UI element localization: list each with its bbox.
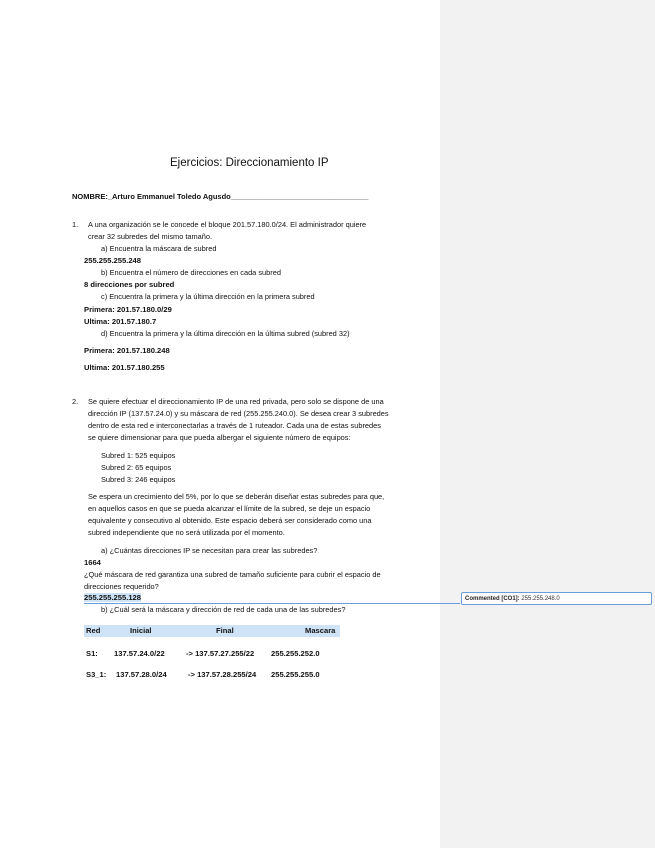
q1-b-answer: 8 direcciones por subred bbox=[84, 280, 175, 289]
q2-paragraph-1-line-3: dentro de esta red e interconectarlas a través de 1 ruteador. Cada una de estas subredes bbox=[88, 421, 381, 430]
q1-d-last-answer: Ultima: 201.57.180.255 bbox=[84, 363, 165, 372]
comment-text: 255.255.248.0 bbox=[521, 596, 560, 602]
q1-b-label: b) Encuentra el número de direcciones en cada subred bbox=[101, 268, 281, 277]
comments-margin-pane bbox=[440, 0, 655, 848]
q2-paragraph-1-line-4: se quiere dimensionar para que pueda albergar el siguiente número de equipos: bbox=[88, 433, 351, 442]
q2-a-label: a) ¿Cuántas direcciones IP se necesitan para crear las subredes? bbox=[101, 546, 318, 555]
table-row bbox=[84, 648, 340, 660]
q2-mask-question-line-1: ¿Qué máscara de red garantiza una subred de tamaño suficiente para cubrir el espacio de bbox=[84, 570, 381, 579]
table-row bbox=[84, 669, 340, 681]
student-name-line: NOMBRE:_Arturo Emmanuel Toledo Agusdo_________________________________ bbox=[72, 192, 369, 201]
cell-red: S3_1: bbox=[86, 670, 107, 679]
comment-author-label: Commented [CO1]: bbox=[465, 596, 520, 602]
comment-balloon[interactable] bbox=[461, 592, 652, 605]
q1-c-label: c) Encuentra la primera y la última dirección en la primera subred bbox=[101, 292, 315, 301]
q1-d-label: d) Encuentra la primera y la última dirección en la última subred (subred 32) bbox=[101, 329, 350, 338]
q2-a-answer: 1664 bbox=[84, 558, 101, 567]
q2-mask-question-line-2: direcciones requerido? bbox=[84, 582, 159, 591]
cell-final: -> 137.57.28.255/24 bbox=[188, 670, 257, 679]
header-red: Red bbox=[86, 626, 101, 635]
q1-d-first-answer: Primera: 201.57.180.248 bbox=[84, 346, 170, 355]
q1-a-label: a) Encuentra la máscara de subred bbox=[101, 244, 217, 253]
document-title: Ejercicios: Direccionamiento IP bbox=[170, 157, 329, 169]
subnet-requirement-2: Subred 2: 65 equipos bbox=[101, 463, 172, 472]
question-2-number: 2. bbox=[72, 397, 79, 406]
header-inicial: Inicial bbox=[130, 626, 152, 635]
subnet-requirement-3: Subred 3: 246 equipos bbox=[101, 475, 176, 484]
q2-paragraph-1-line-1: Se quiere efectuar el direccionamiento IP de una red privada, pero solo se dispone de una bbox=[88, 397, 384, 406]
q1-a-answer: 255.255.255.248 bbox=[84, 256, 142, 265]
q2-b-label: b) ¿Cuál será la máscara y dirección de red de cada una de las subredes? bbox=[101, 605, 346, 614]
q2-mask-answer-highlighted[interactable]: 255.255.255.128 bbox=[84, 593, 142, 602]
table-header-row bbox=[84, 625, 340, 637]
cell-inicial: 137.57.24.0/22 bbox=[114, 649, 165, 658]
comment-connector-line bbox=[84, 603, 460, 604]
cell-red: S1: bbox=[86, 649, 98, 658]
question-1-number: 1. bbox=[72, 220, 79, 229]
cell-inicial: 137.57.28.0/24 bbox=[116, 670, 167, 679]
q2-paragraph-2-line-3: equivalente y consecutivo al obtenido. Este espacio deberá ser considerado como una bbox=[88, 516, 372, 525]
header-final: Final bbox=[216, 626, 234, 635]
cell-mascara: 255.255.255.0 bbox=[271, 670, 320, 679]
subnet-requirement-1: Subred 1: 525 equipos bbox=[101, 451, 176, 460]
q2-paragraph-2-line-2: en aquellos casos en que se pueda alcanzar el límite de la subred, se deje un espacio bbox=[88, 504, 371, 513]
q2-paragraph-2-line-4: subred independiente que no será utilizada por el momento. bbox=[88, 528, 285, 537]
question-1-text-line-1: A una organización se le concede el bloque 201.57.180.0/24. El administrador quiere bbox=[88, 220, 367, 229]
cell-mascara: 255.255.252.0 bbox=[271, 649, 320, 658]
q1-c-last-answer: Ultima: 201.57.180.7 bbox=[84, 317, 157, 326]
header-mascara: Mascara bbox=[305, 626, 336, 635]
q1-c-first-answer: Primera: 201.57.180.0/29 bbox=[84, 305, 172, 314]
question-1-text-line-2: crear 32 subredes del mismo tamaño. bbox=[88, 232, 213, 241]
q2-paragraph-1-line-2: dirección IP (137.57.24.0) y su máscara de red (255.255.240.0). Se desea crear 3 subredes bbox=[88, 409, 389, 418]
cell-final: -> 137.57.27.255/22 bbox=[186, 649, 255, 658]
q2-paragraph-2-line-1: Se espera un crecimiento del 5%, por lo que se deberán diseñar estas subredes para que, bbox=[88, 492, 385, 501]
